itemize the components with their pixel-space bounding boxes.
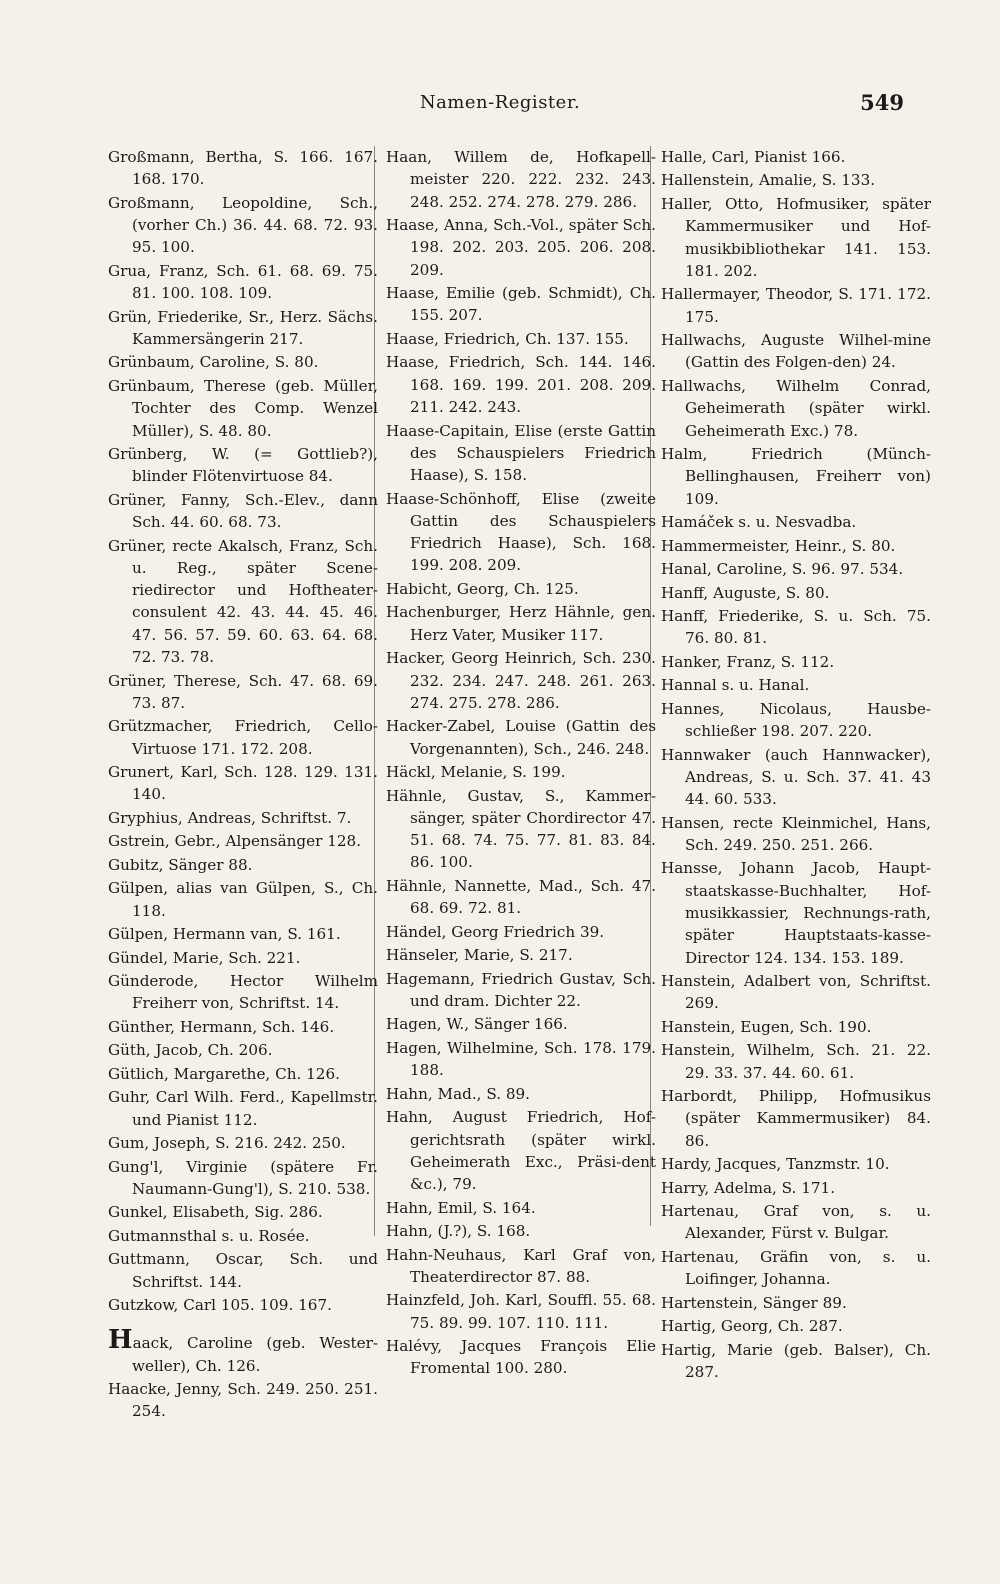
index-entry: Gülpen, Hermann van, S. 161.: [108, 925, 341, 944]
index-entry: Hagen, W., Sänger 166.: [386, 1015, 568, 1034]
index-entry: Hansen, recte Kleinmichel, Hans, Sch. 249. 250. 251. 266.: [661, 813, 931, 854]
index-entry: Guttmann, Oscar, Sch. und Schriftst. 144.: [108, 1250, 378, 1291]
index-entry: Hartig, Marie (geb. Balser), Ch. 287.: [661, 1340, 931, 1381]
index-entry: Grüner, recte Akalsch, Franz, Sch. u. Reg., später Scene-riedirector und Hoftheater-consulent 42. 43. 44. 45. 46. 47. 56. 57. 59. 60. 63. 64. 68. 72. 73. 78.: [108, 536, 378, 667]
index-entry: Gutmannsthal s. u. Rosée.: [108, 1226, 310, 1245]
index-entry: Häckl, Melanie, S. 199.: [386, 763, 566, 782]
index-entry: Hanstein, Eugen, Sch. 190.: [661, 1017, 872, 1036]
page-number: 549: [860, 90, 904, 115]
index-entry: Gütlich, Margarethe, Ch. 126.: [108, 1064, 340, 1083]
index-entry: Hähnle, Nannette, Mad., Sch. 47. 68. 69. 72. 81.: [386, 876, 656, 918]
index-entry: Gung'l, Virginie (spätere Fr. Naumann-Gung'l), S. 210. 538.: [108, 1157, 378, 1198]
index-entry: Haase, Friedrich, Ch. 137. 155.: [386, 329, 629, 348]
index-entry: Grünberg, W. (= Gottlieb?), blinder Flötenvirtuose 84.: [108, 444, 378, 486]
index-entry: Hanstein, Adalbert von, Schriftst. 269.: [661, 972, 931, 1013]
index-entry: Hagemann, Friedrich Gustav, Sch. und dram. Dichter 22.: [386, 969, 656, 1010]
index-entry: Hartenau, Graf von, s. u. Alexander, Fürst v. Bulgar.: [661, 1202, 931, 1243]
page-header: [0, 92, 1000, 122]
index-entry: Hahn, August Friedrich, Hof-gerichtsrath (später wirkl. Geheimerath Exc., Präsi-dent &c.), 79.: [386, 1108, 656, 1194]
index-entry: Hacker, Georg Heinrich, Sch. 230. 232. 234. 247. 248. 261. 263. 274. 275. 278. 286.: [386, 649, 656, 712]
index-entry: Haase, Friedrich, Sch. 144. 146. 168. 169. 199. 201. 208. 209. 211. 242. 243.: [386, 353, 656, 417]
index-entry: Gstrein, Gebr., Alpensänger 128.: [108, 832, 362, 851]
index-entry: Günderode, Hector Wilhelm Freiherr von, Schriftst. 14.: [108, 972, 378, 1013]
index-entry: Grüner, Fanny, Sch.-Elev., dann Sch. 44. 60. 68. 73.: [108, 490, 378, 532]
index-column-1: [108, 146, 378, 1424]
index-entry: Hallwachs, Auguste Wilhel-mine (Gattin des Folgen-den) 24.: [661, 331, 931, 372]
index-entry: Harry, Adelma, S. 171.: [661, 1178, 836, 1197]
index-entry: Hallermayer, Theodor, S. 171. 172. 175.: [661, 285, 931, 326]
index-entry: Hanal, Caroline, S. 96. 97. 534.: [661, 560, 904, 579]
index-entry: Hamáček s. u. Nesvadba.: [661, 513, 857, 532]
index-entry: Hainzfeld, Joh. Karl, Souffl. 55. 68. 75. 89. 99. 107. 110. 111.: [386, 1291, 656, 1332]
index-entry: Gryphius, Andreas, Schriftst. 7.: [108, 808, 352, 827]
index-entry: Hahn, (J.?), S. 168.: [386, 1222, 531, 1241]
index-entry: Hannal s. u. Hanal.: [661, 676, 810, 695]
index-entry: Hanstein, Wilhelm, Sch. 21. 22. 29. 33. 37. 44. 60. 61.: [661, 1041, 931, 1082]
index-entry: Haase, Anna, Sch.-Vol., später Sch. 198. 202. 203. 205. 206. 208. 209.: [386, 216, 656, 279]
index-entry: Hammermeister, Heinr., S. 80.: [661, 536, 896, 555]
index-entry: Hannes, Nicolaus, Hausbe-schließer 198. 207. 220.: [661, 699, 931, 741]
index-entry: Halm, Friedrich (Münch-Bellinghausen, Freiherr von) 109.: [661, 444, 931, 508]
index-entry: Gülpen, alias van Gülpen, S., Ch. 118.: [108, 879, 378, 920]
index-entry: Grützmacher, Friedrich, Cello-Virtuose 171. 172. 208.: [108, 717, 378, 758]
index-entry: Günther, Hermann, Sch. 146.: [108, 1017, 335, 1036]
index-entry: Hannwaker (auch Hannwacker), Andreas, S. u. Sch. 37. 41. 43 44. 60. 533.: [661, 745, 931, 809]
index-entry: Haan, Willem de, Hofkapell-meister 220. 222. 232. 243. 248. 252. 274. 278. 279. 286.: [386, 148, 656, 211]
index-entry: Hänseler, Marie, S. 217.: [386, 946, 573, 965]
index-entry: Gündel, Marie, Sch. 221.: [108, 948, 301, 967]
index-column-2: [386, 146, 656, 1381]
index-entry: Haacke, Jenny, Sch. 249. 250. 251. 254.: [108, 1380, 378, 1421]
index-entry: Hagen, Wilhelmine, Sch. 178. 179. 188.: [386, 1038, 656, 1080]
index-entry: Grüner, Therese, Sch. 47. 68. 69. 73. 87.: [108, 671, 378, 712]
index-entry: Haase-Schönhoff, Elise (zweite Gattin des Schauspielers Friedrich Haase), Sch. 168. 199. 208. 209.: [386, 489, 656, 575]
index-entry: Grünbaum, Caroline, S. 80.: [108, 353, 319, 372]
index-entry: Halévy, Jacques François Elie Fromental 100. 280.: [386, 1337, 656, 1378]
index-entry: Hartenstein, Sänger 89.: [661, 1293, 847, 1312]
index-entry: Hartig, Georg, Ch. 287.: [661, 1317, 843, 1336]
index-entry: Grünbaum, Therese (geb. Müller, Tochter des Comp. Wenzel Müller), S. 48. 80.: [108, 376, 378, 440]
index-entry: Hartenau, Gräfin von, s. u. Loifinger, Johanna.: [661, 1247, 931, 1289]
index-entry: Hanker, Franz, S. 112.: [661, 652, 835, 671]
index-entry: Hahn, Mad., S. 89.: [386, 1084, 530, 1103]
index-entry: Grün, Friederike, Sr., Herz. Sächs. Kammersängerin 217.: [108, 307, 378, 348]
index-entry: Hallenstein, Amalie, S. 133.: [661, 171, 876, 190]
index-entry: Gunkel, Elisabeth, Sig. 286.: [108, 1203, 323, 1222]
index-entry: [108, 1325, 378, 1377]
index-column-3: [661, 146, 931, 1384]
index-entry: Händel, Georg Friedrich 39.: [386, 922, 605, 941]
index-entry: Habicht, Georg, Ch. 125.: [386, 579, 579, 598]
index-entry: Hahn, Emil, S. 164.: [386, 1198, 536, 1217]
index-entry: Halle, Carl, Pianist 166.: [661, 148, 846, 166]
index-entry: Haase, Emilie (geb. Schmidt), Ch. 155. 207.: [386, 284, 656, 325]
index-entry-text: aack, Caroline (geb. Wester-weller), Ch. 126.: [132, 1334, 378, 1375]
index-entry: Grunert, Karl, Sch. 128. 129. 131. 140.: [108, 763, 378, 804]
index-entry: Gubitz, Sänger 88.: [108, 855, 253, 874]
index-entry: Hansse, Johann Jacob, Haupt-staatskasse-Buchhalter, Hof-musikkassier, Rechnungs-rath, später Hauptstaats-kasse-Director 124. 134. 153. 189.: [661, 859, 931, 967]
index-entry: Harbordt, Philipp, Hofmusikus (später Kammermusiker) 84. 86.: [661, 1087, 931, 1150]
index-entry: Großmann, Leopoldine, Sch., (vorher Ch.) 36. 44. 68. 72. 93. 95. 100.: [108, 193, 378, 257]
section-initial: H: [108, 1325, 133, 1356]
index-entry: Hanff, Auguste, S. 80.: [661, 583, 830, 602]
index-entry: Hachenburger, Herz Hähnle, gen. Herz Vater, Musiker 117.: [386, 603, 656, 644]
index-entry: Haase-Capitain, Elise (erste Gattin des Schauspielers Friedrich Haase), S. 158.: [386, 421, 656, 485]
index-entry: Hacker-Zabel, Louise (Gattin des Vorgenannten), Sch., 246. 248.: [386, 717, 656, 758]
index-entry: Hahn-Neuhaus, Karl Graf von, Theaterdirector 87. 88.: [386, 1245, 656, 1286]
index-entry: Grua, Franz, Sch. 61. 68. 69. 75. 81. 100. 108. 109.: [108, 261, 378, 303]
index-entry: Hanff, Friederike, S. u. Sch. 75. 76. 80. 81.: [661, 607, 931, 648]
index-entry: Hardy, Jacques, Tanzmstr. 10.: [661, 1155, 890, 1174]
index-entry: Gutzkow, Carl 105. 109. 167.: [108, 1296, 332, 1315]
index-entry: Güth, Jacob, Ch. 206.: [108, 1041, 273, 1060]
index-entry: Hallwachs, Wilhelm Conrad, Geheimerath (später wirkl. Geheimerath Exc.) 78.: [661, 376, 931, 440]
index-entry: Guhr, Carl Wilh. Ferd., Kapellmstr. und Pianist 112.: [108, 1088, 378, 1129]
running-title: Namen-Register.: [419, 92, 581, 113]
index-entry: Haller, Otto, Hofmusiker, später Kammermusiker und Hof-musikbibliothekar 141. 153. 181. 202.: [661, 194, 931, 280]
index-entry: Hähnle, Gustav, S., Kammer-sänger, später Chordirector 47. 51. 68. 74. 75. 77. 81. 83. 84. 86. 100.: [386, 786, 656, 872]
index-entry: Großmann, Bertha, S. 166. 167. 168. 170.: [108, 148, 378, 189]
index-entry: Gum, Joseph, S. 216. 242. 250.: [108, 1134, 346, 1153]
